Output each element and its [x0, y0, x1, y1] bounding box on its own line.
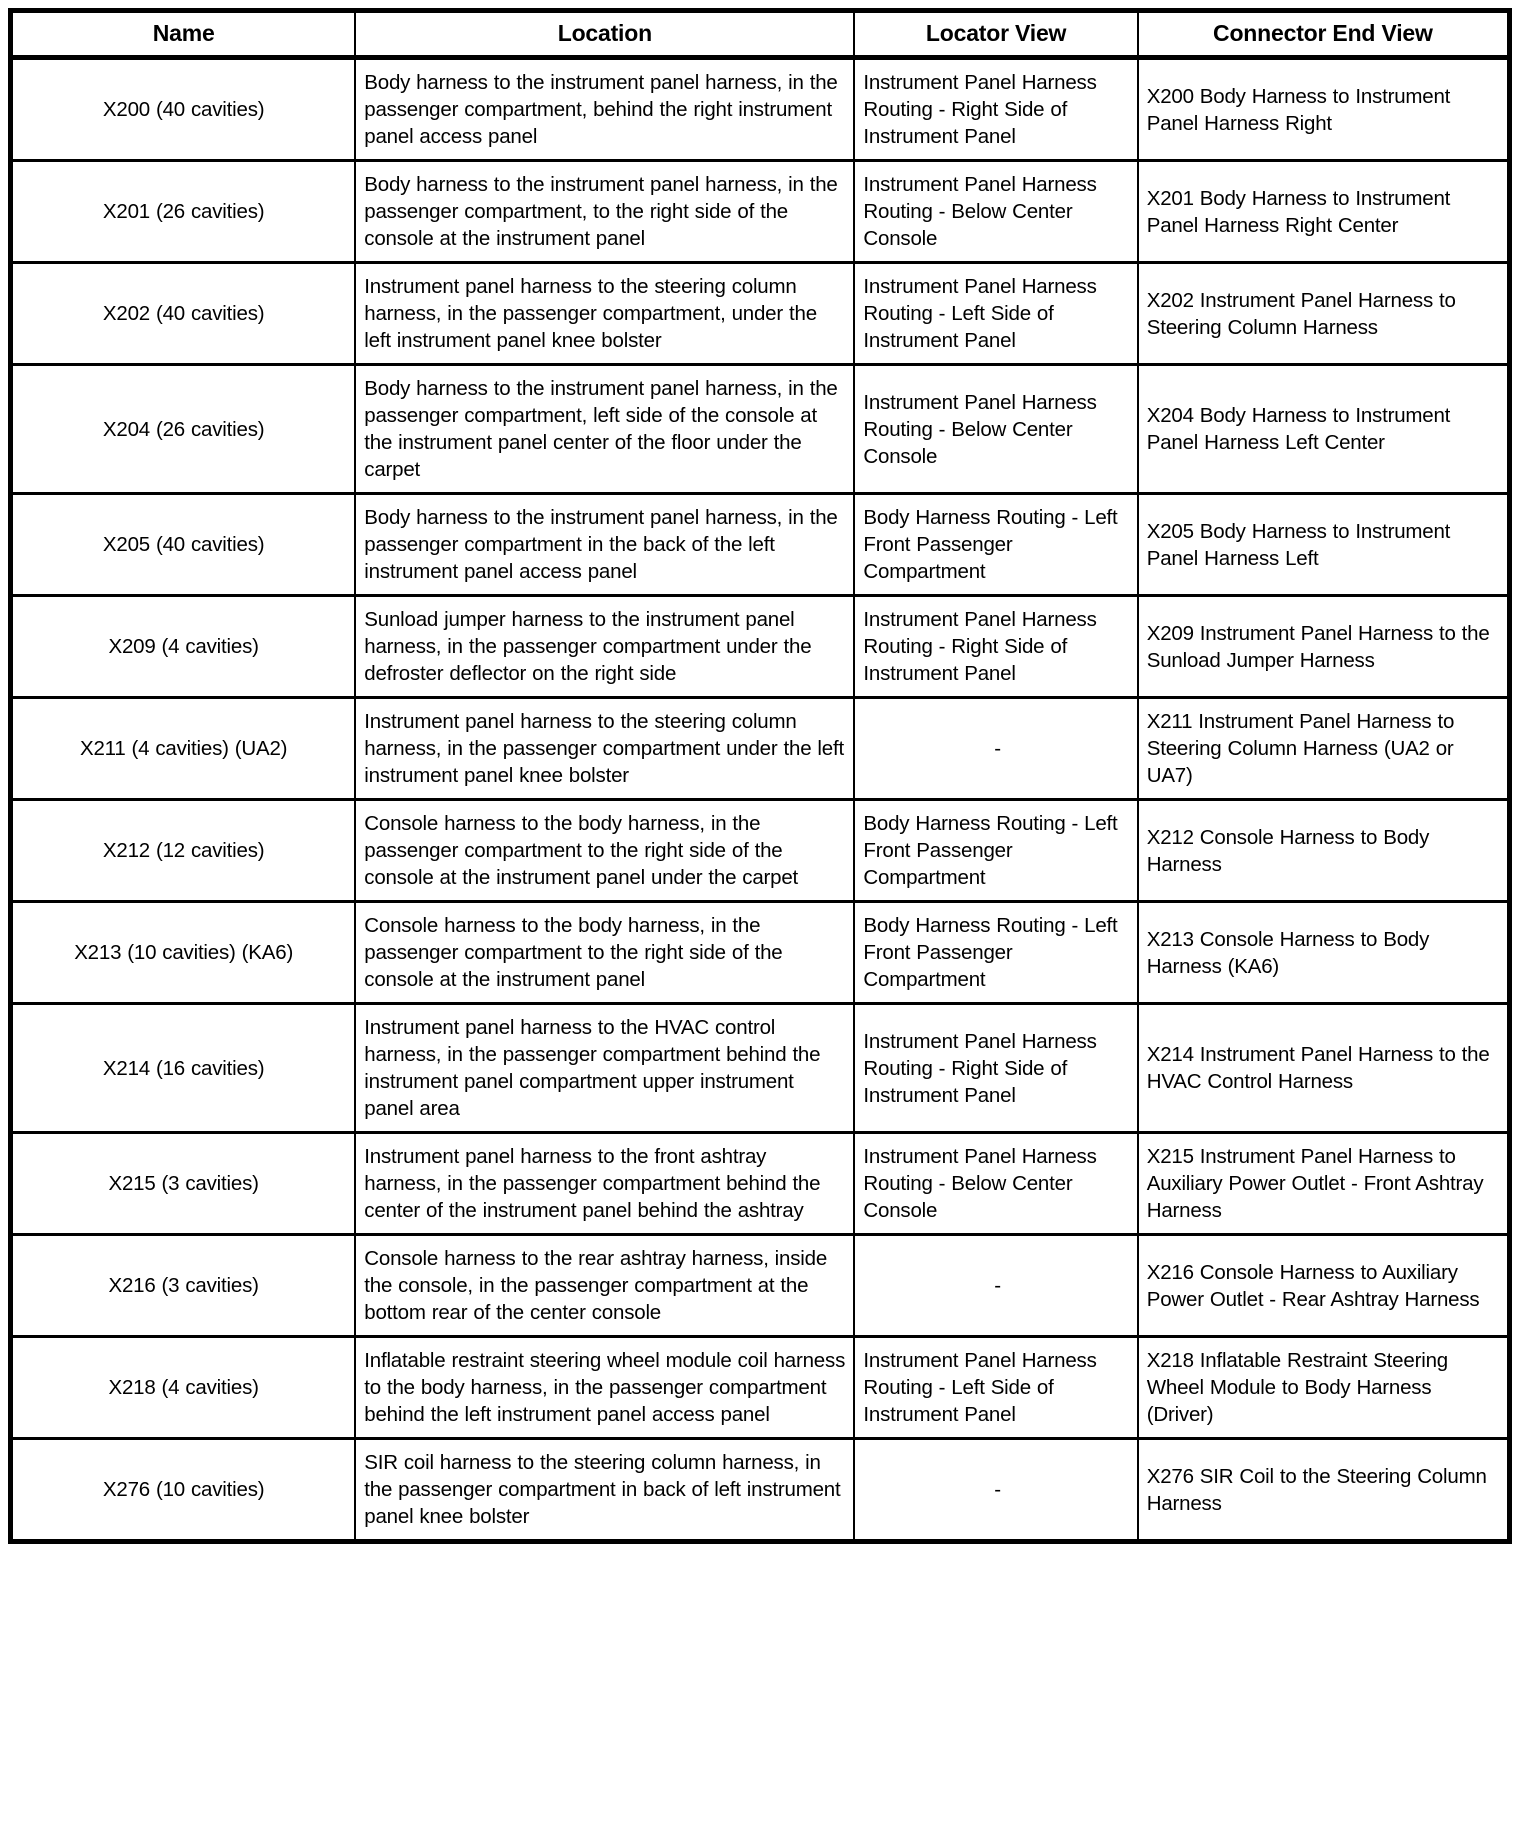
cell-name: X214 (16 cavities)	[11, 1004, 356, 1133]
column-header-locator-view: Locator View	[854, 11, 1137, 58]
table-row	[11, 58, 1510, 161]
cell-locator-view: Body Harness Routing - Left Front Passenger Compartment	[854, 494, 1137, 596]
table-header-row	[11, 11, 1510, 58]
cell-locator-view: -	[854, 1439, 1137, 1542]
cell-location: Body harness to the instrument panel harness, in the passenger compartment in the back of the left instrument panel access panel	[355, 494, 854, 596]
cell-location: SIR coil harness to the steering column harness, in the passenger compartment in back of left instrument panel knee bolster	[355, 1439, 854, 1542]
cell-location: Console harness to the body harness, in the passenger compartment to the right side of the console at the instrument panel under the carpet	[355, 800, 854, 902]
table-row	[11, 800, 1510, 902]
cell-connector-end-view: X204 Body Harness to Instrument Panel Harness Left Center	[1138, 365, 1510, 494]
column-header-connector-end-view: Connector End View	[1138, 11, 1510, 58]
table-row	[11, 494, 1510, 596]
cell-locator-view: Instrument Panel Harness Routing - Below Center Console	[854, 365, 1137, 494]
cell-location: Instrument panel harness to the front ashtray harness, in the passenger compartment behind the center of the instrument panel behind the ashtray	[355, 1133, 854, 1235]
table-row	[11, 1439, 1510, 1542]
table-row	[11, 1337, 1510, 1439]
cell-connector-end-view: X200 Body Harness to Instrument Panel Harness Right	[1138, 58, 1510, 161]
cell-connector-end-view: X212 Console Harness to Body Harness	[1138, 800, 1510, 902]
cell-name: X218 (4 cavities)	[11, 1337, 356, 1439]
cell-name: X215 (3 cavities)	[11, 1133, 356, 1235]
cell-name: X276 (10 cavities)	[11, 1439, 356, 1542]
table-body	[11, 58, 1510, 1542]
cell-location: Console harness to the rear ashtray harness, inside the console, in the passenger compartment at the bottom rear of the center console	[355, 1235, 854, 1337]
cell-location: Body harness to the instrument panel harness, in the passenger compartment, to the right side of the console at the instrument panel	[355, 161, 854, 263]
cell-location: Instrument panel harness to the HVAC control harness, in the passenger compartment behind the instrument panel compartment upper instrument panel area	[355, 1004, 854, 1133]
cell-connector-end-view: X215 Instrument Panel Harness to Auxiliary Power Outlet - Front Ashtray Harness	[1138, 1133, 1510, 1235]
cell-connector-end-view: X211 Instrument Panel Harness to Steering Column Harness (UA2 or UA7)	[1138, 698, 1510, 800]
cell-connector-end-view: X205 Body Harness to Instrument Panel Harness Left	[1138, 494, 1510, 596]
cell-connector-end-view: X209 Instrument Panel Harness to the Sunload Jumper Harness	[1138, 596, 1510, 698]
cell-locator-view: Body Harness Routing - Left Front Passenger Compartment	[854, 902, 1137, 1004]
cell-location: Instrument panel harness to the steering column harness, in the passenger compartment, under the left instrument panel knee bolster	[355, 263, 854, 365]
cell-connector-end-view: X201 Body Harness to Instrument Panel Harness Right Center	[1138, 161, 1510, 263]
cell-locator-view: -	[854, 1235, 1137, 1337]
cell-name: X200 (40 cavities)	[11, 58, 356, 161]
cell-name: X209 (4 cavities)	[11, 596, 356, 698]
table-row	[11, 596, 1510, 698]
column-header-location: Location	[355, 11, 854, 58]
cell-locator-view: Instrument Panel Harness Routing - Right Side of Instrument Panel	[854, 58, 1137, 161]
cell-connector-end-view: X216 Console Harness to Auxiliary Power Outlet - Rear Ashtray Harness	[1138, 1235, 1510, 1337]
cell-location: Console harness to the body harness, in the passenger compartment to the right side of the console at the instrument panel	[355, 902, 854, 1004]
cell-locator-view: Body Harness Routing - Left Front Passenger Compartment	[854, 800, 1137, 902]
cell-locator-view: Instrument Panel Harness Routing - Left Side of Instrument Panel	[854, 263, 1137, 365]
table-row	[11, 365, 1510, 494]
cell-name: X204 (26 cavities)	[11, 365, 356, 494]
cell-locator-view: Instrument Panel Harness Routing - Below Center Console	[854, 1133, 1137, 1235]
cell-locator-view: Instrument Panel Harness Routing - Left Side of Instrument Panel	[854, 1337, 1137, 1439]
cell-name: X212 (12 cavities)	[11, 800, 356, 902]
cell-connector-end-view: X214 Instrument Panel Harness to the HVAC Control Harness	[1138, 1004, 1510, 1133]
table-row	[11, 1235, 1510, 1337]
table-row	[11, 902, 1510, 1004]
cell-name: X201 (26 cavities)	[11, 161, 356, 263]
column-header-name: Name	[11, 11, 356, 58]
cell-name: X213 (10 cavities) (KA6)	[11, 902, 356, 1004]
cell-locator-view: Instrument Panel Harness Routing - Right Side of Instrument Panel	[854, 596, 1137, 698]
cell-name: X211 (4 cavities) (UA2)	[11, 698, 356, 800]
cell-location: Instrument panel harness to the steering column harness, in the passenger compartment under the left instrument panel knee bolster	[355, 698, 854, 800]
table-row	[11, 161, 1510, 263]
cell-name: X205 (40 cavities)	[11, 494, 356, 596]
cell-locator-view: Instrument Panel Harness Routing - Below Center Console	[854, 161, 1137, 263]
cell-name: X202 (40 cavities)	[11, 263, 356, 365]
table-row	[11, 698, 1510, 800]
cell-location: Inflatable restraint steering wheel module coil harness to the body harness, in the passenger compartment behind the left instrument panel access panel	[355, 1337, 854, 1439]
cell-location: Body harness to the instrument panel harness, in the passenger compartment, behind the right instrument panel access panel	[355, 58, 854, 161]
cell-name: X216 (3 cavities)	[11, 1235, 356, 1337]
table-row	[11, 1133, 1510, 1235]
cell-locator-view: -	[854, 698, 1137, 800]
cell-connector-end-view: X213 Console Harness to Body Harness (KA6)	[1138, 902, 1510, 1004]
table-row	[11, 1004, 1510, 1133]
cell-location: Body harness to the instrument panel harness, in the passenger compartment, left side of the console at the instrument panel center of the floor under the carpet	[355, 365, 854, 494]
cell-locator-view: Instrument Panel Harness Routing - Right Side of Instrument Panel	[854, 1004, 1137, 1133]
cell-connector-end-view: X276 SIR Coil to the Steering Column Harness	[1138, 1439, 1510, 1542]
cell-location: Sunload jumper harness to the instrument panel harness, in the passenger compartment under the defroster deflector on the right side	[355, 596, 854, 698]
cell-connector-end-view: X218 Inflatable Restraint Steering Wheel Module to Body Harness (Driver)	[1138, 1337, 1510, 1439]
cell-connector-end-view: X202 Instrument Panel Harness to Steering Column Harness	[1138, 263, 1510, 365]
connector-location-table	[8, 8, 1512, 1544]
table-row	[11, 263, 1510, 365]
